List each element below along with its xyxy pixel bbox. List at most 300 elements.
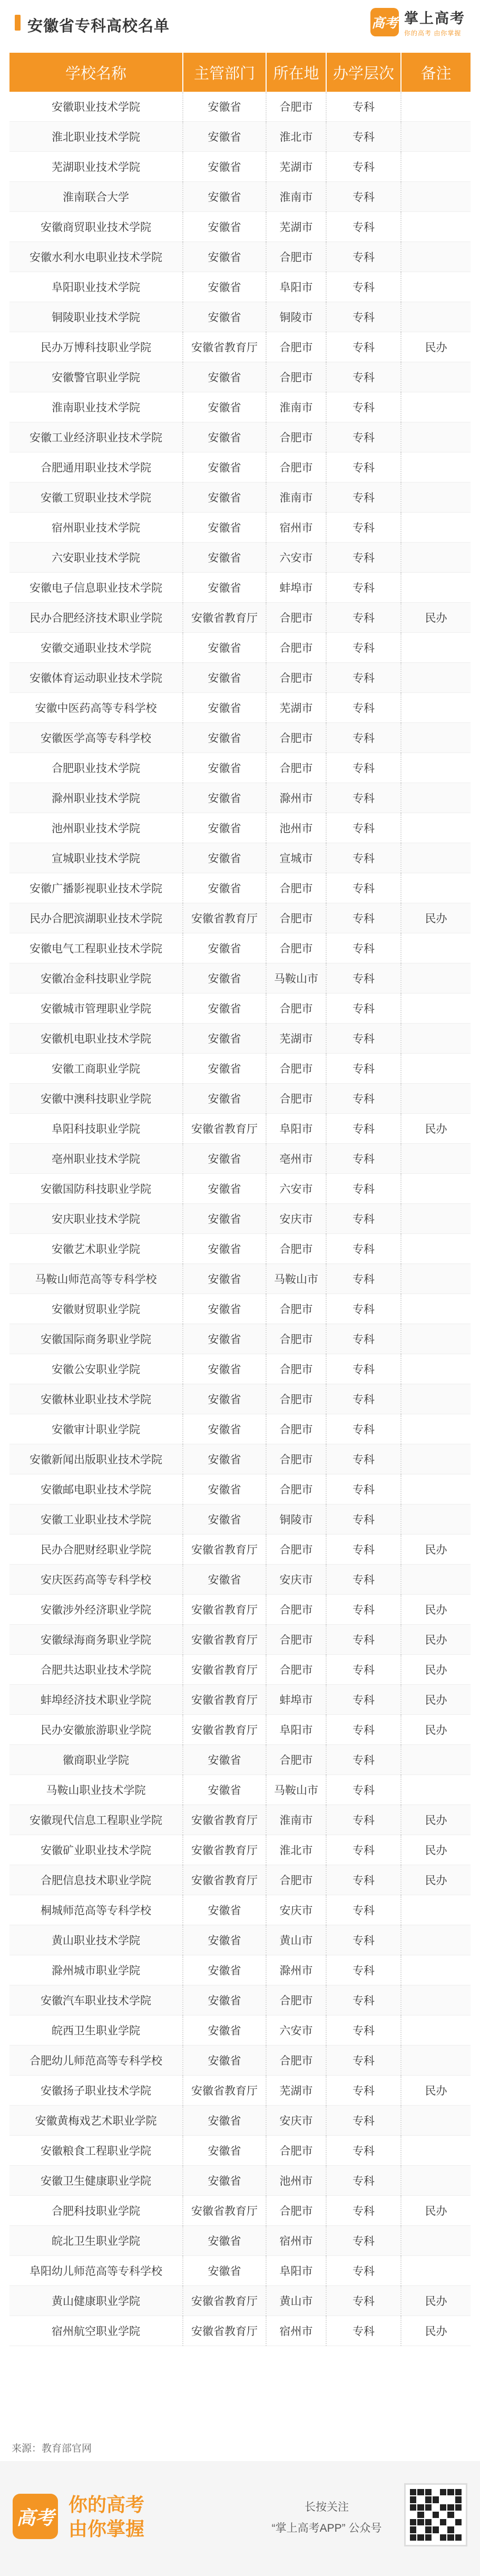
department-cell: 安徽省教育厅 xyxy=(183,1715,266,1745)
table-row xyxy=(9,2076,471,2106)
department-cell: 安徽省教育厅 xyxy=(183,1835,266,1865)
table-body xyxy=(9,92,471,2346)
location-cell: 蚌埠市 xyxy=(266,573,326,603)
level-cell: 专科 xyxy=(326,1414,401,1444)
location-cell: 合肥市 xyxy=(266,1054,326,1084)
level-cell: 专科 xyxy=(326,903,401,933)
level-cell: 专科 xyxy=(326,122,401,152)
table-row xyxy=(9,182,471,212)
table-row xyxy=(9,903,471,933)
remark-cell xyxy=(401,1264,471,1294)
remark-cell xyxy=(401,1925,471,1955)
department-cell: 安徽省 xyxy=(183,2015,266,2046)
table-row xyxy=(9,2136,471,2166)
department-cell: 安徽省 xyxy=(183,1985,266,2015)
title-accent-bar xyxy=(15,15,21,31)
school-name-cell: 民办合肥财经职业学院 xyxy=(9,1535,183,1565)
level-cell: 专科 xyxy=(326,663,401,693)
table-row xyxy=(9,783,471,813)
remark-cell xyxy=(401,813,471,843)
department-cell: 安徽省教育厅 xyxy=(183,603,266,633)
school-name-cell: 合肥科技职业学院 xyxy=(9,2196,183,2226)
department-cell: 安徽省 xyxy=(183,1024,266,1054)
table-row xyxy=(9,302,471,332)
level-cell: 专科 xyxy=(326,693,401,723)
school-name-cell: 安徽黄梅戏艺术职业学院 xyxy=(9,2106,183,2136)
footer-slogan-line2: 由你掌握 xyxy=(68,2518,145,2540)
location-cell: 合肥市 xyxy=(266,362,326,392)
table-row xyxy=(9,1925,471,1955)
remark-cell xyxy=(401,663,471,693)
location-cell: 合肥市 xyxy=(266,1234,326,1264)
level-cell: 专科 xyxy=(326,1805,401,1835)
table-row xyxy=(9,1474,471,1504)
location-cell: 淮南市 xyxy=(266,182,326,212)
school-name-cell: 黄山健康职业学院 xyxy=(9,2286,183,2316)
remark-cell xyxy=(401,242,471,272)
level-cell: 专科 xyxy=(326,723,401,753)
remark-cell: 民办 xyxy=(401,332,471,362)
level-cell: 专科 xyxy=(326,392,401,422)
level-cell: 专科 xyxy=(326,1264,401,1294)
table-row xyxy=(9,332,471,362)
qr-code-icon[interactable] xyxy=(404,2483,467,2546)
table-row xyxy=(9,1775,471,1805)
level-cell: 专科 xyxy=(326,1054,401,1084)
level-cell: 专科 xyxy=(326,1294,401,1324)
table-row xyxy=(9,122,471,152)
remark-cell: 民办 xyxy=(401,1715,471,1745)
department-cell: 安徽省 xyxy=(183,1054,266,1084)
level-cell: 专科 xyxy=(326,1114,401,1144)
level-cell: 专科 xyxy=(326,1835,401,1865)
school-name-cell: 安徽冶金科技职业学院 xyxy=(9,963,183,993)
table-row xyxy=(9,663,471,693)
table-row xyxy=(9,573,471,603)
remark-cell: 民办 xyxy=(401,2196,471,2226)
table-row xyxy=(9,1835,471,1865)
school-name-cell: 皖北卫生职业学院 xyxy=(9,2226,183,2256)
department-cell: 安徽省 xyxy=(183,1294,266,1324)
remark-cell xyxy=(401,1084,471,1114)
table-row xyxy=(9,212,471,242)
school-name-cell: 安徽国防科技职业学院 xyxy=(9,1174,183,1204)
department-cell: 安徽省 xyxy=(183,1775,266,1805)
location-cell: 宿州市 xyxy=(266,2316,326,2346)
remark-cell xyxy=(401,1204,471,1234)
location-cell: 芜湖市 xyxy=(266,152,326,182)
department-cell: 安徽省 xyxy=(183,1444,266,1474)
remark-cell xyxy=(401,272,471,302)
location-cell: 铜陵市 xyxy=(266,302,326,332)
school-name-cell: 马鞍山职业技术学院 xyxy=(9,1775,183,1805)
level-cell: 专科 xyxy=(326,843,401,873)
follow-line2: “掌上高考APP” 公众号 xyxy=(271,2522,382,2534)
school-name-cell: 徽商职业学院 xyxy=(9,1745,183,1775)
remark-cell xyxy=(401,2166,471,2196)
level-cell: 专科 xyxy=(326,1204,401,1234)
school-name-cell: 安徽城市管理职业学院 xyxy=(9,993,183,1024)
location-cell: 合肥市 xyxy=(266,1865,326,1895)
department-cell: 安徽省 xyxy=(183,1414,266,1444)
remark-cell xyxy=(401,1234,471,1264)
department-cell: 安徽省 xyxy=(183,2226,266,2256)
table-row xyxy=(9,1054,471,1084)
table-row xyxy=(9,1535,471,1565)
remark-cell xyxy=(401,152,471,182)
department-cell: 安徽省教育厅 xyxy=(183,2076,266,2106)
school-name-cell: 安徽机电职业技术学院 xyxy=(9,1024,183,1054)
department-cell: 安徽省 xyxy=(183,1264,266,1294)
location-cell: 安庆市 xyxy=(266,2106,326,2136)
location-cell: 合肥市 xyxy=(266,753,326,783)
table-row xyxy=(9,2106,471,2136)
table-row xyxy=(9,753,471,783)
school-name-cell: 安徽中医药高等专科学校 xyxy=(9,693,183,723)
school-name-cell: 安徽新闻出版职业技术学院 xyxy=(9,1444,183,1474)
remark-cell xyxy=(401,1174,471,1204)
location-cell: 合肥市 xyxy=(266,663,326,693)
table-row xyxy=(9,813,471,843)
school-name-cell: 安徽扬子职业技术学院 xyxy=(9,2076,183,2106)
level-cell: 专科 xyxy=(326,1565,401,1595)
level-cell: 专科 xyxy=(326,452,401,483)
remark-cell xyxy=(401,1054,471,1084)
department-cell: 安徽省 xyxy=(183,1174,266,1204)
department-cell: 安徽省 xyxy=(183,543,266,573)
location-cell: 合肥市 xyxy=(266,1625,326,1655)
table-row xyxy=(9,963,471,993)
location-cell: 合肥市 xyxy=(266,1444,326,1474)
level-cell: 专科 xyxy=(326,483,401,513)
school-name-cell: 阜阳职业技术学院 xyxy=(9,272,183,302)
school-name-cell: 安徽工业职业技术学院 xyxy=(9,1504,183,1535)
school-name-cell: 民办万博科技职业学院 xyxy=(9,332,183,362)
column-header-school-name: 学校名称 xyxy=(9,53,183,92)
school-name-cell: 阜阳幼儿师范高等专科学校 xyxy=(9,2256,183,2286)
department-cell: 安徽省 xyxy=(183,1354,266,1384)
location-cell: 马鞍山市 xyxy=(266,1264,326,1294)
remark-cell xyxy=(401,1414,471,1444)
level-cell: 专科 xyxy=(326,1535,401,1565)
level-cell: 专科 xyxy=(326,2046,401,2076)
location-cell: 池州市 xyxy=(266,813,326,843)
table-row xyxy=(9,1805,471,1835)
brand-logo-icon: 高考 xyxy=(370,8,399,36)
remark-cell xyxy=(401,1444,471,1474)
remark-cell: 民办 xyxy=(401,1685,471,1715)
level-cell: 专科 xyxy=(326,633,401,663)
department-cell: 安徽省 xyxy=(183,422,266,452)
location-cell: 阜阳市 xyxy=(266,272,326,302)
remark-cell: 民办 xyxy=(401,1595,471,1625)
school-name-cell: 安徽汽车职业技术学院 xyxy=(9,1985,183,2015)
school-name-cell: 安徽体育运动职业技术学院 xyxy=(9,663,183,693)
brand xyxy=(370,6,465,38)
school-name-cell: 淮北职业技术学院 xyxy=(9,122,183,152)
location-cell: 合肥市 xyxy=(266,1414,326,1444)
school-name-cell: 淮南联合大学 xyxy=(9,182,183,212)
school-name-cell: 淮南职业技术学院 xyxy=(9,392,183,422)
table-row xyxy=(9,1565,471,1595)
level-cell: 专科 xyxy=(326,993,401,1024)
location-cell: 芜湖市 xyxy=(266,2076,326,2106)
location-cell: 合肥市 xyxy=(266,2136,326,2166)
table-row xyxy=(9,1234,471,1264)
location-cell: 淮南市 xyxy=(266,1805,326,1835)
department-cell: 安徽省 xyxy=(183,1504,266,1535)
department-cell: 安徽省 xyxy=(183,1565,266,1595)
table-row xyxy=(9,2015,471,2046)
table-row xyxy=(9,843,471,873)
department-cell: 安徽省 xyxy=(183,633,266,663)
location-cell: 合肥市 xyxy=(266,1384,326,1414)
location-cell: 合肥市 xyxy=(266,422,326,452)
remark-cell xyxy=(401,392,471,422)
table-row xyxy=(9,873,471,903)
department-cell: 安徽省 xyxy=(183,302,266,332)
location-cell: 合肥市 xyxy=(266,2046,326,2076)
table-row xyxy=(9,152,471,182)
school-name-cell: 安徽广播影视职业技术学院 xyxy=(9,873,183,903)
level-cell: 专科 xyxy=(326,2015,401,2046)
remark-cell: 民办 xyxy=(401,603,471,633)
table-row xyxy=(9,1595,471,1625)
school-name-cell: 安徽电气工程职业技术学院 xyxy=(9,933,183,963)
location-cell: 合肥市 xyxy=(266,1294,326,1324)
remark-cell xyxy=(401,1024,471,1054)
table-row xyxy=(9,362,471,392)
level-cell: 专科 xyxy=(326,182,401,212)
table-row xyxy=(9,2226,471,2256)
level-cell: 专科 xyxy=(326,1354,401,1384)
school-name-cell: 皖西卫生职业学院 xyxy=(9,2015,183,2046)
location-cell: 阜阳市 xyxy=(266,1715,326,1745)
remark-cell xyxy=(401,753,471,783)
department-cell: 安徽省教育厅 xyxy=(183,1805,266,1835)
location-cell: 滁州市 xyxy=(266,783,326,813)
level-cell: 专科 xyxy=(326,1444,401,1474)
table-row xyxy=(9,2286,471,2316)
level-cell: 专科 xyxy=(326,1985,401,2015)
department-cell: 安徽省教育厅 xyxy=(183,1535,266,1565)
table-row xyxy=(9,452,471,483)
location-cell: 合肥市 xyxy=(266,933,326,963)
department-cell: 安徽省 xyxy=(183,1144,266,1174)
location-cell: 阜阳市 xyxy=(266,1114,326,1144)
remark-cell xyxy=(401,723,471,753)
remark-cell xyxy=(401,1474,471,1504)
remark-cell: 民办 xyxy=(401,1114,471,1144)
table-row xyxy=(9,1955,471,1985)
table-row xyxy=(9,483,471,513)
department-cell: 安徽省教育厅 xyxy=(183,1685,266,1715)
school-name-cell: 安徽矿业职业技术学院 xyxy=(9,1835,183,1865)
level-cell: 专科 xyxy=(326,1625,401,1655)
department-cell: 安徽省 xyxy=(183,362,266,392)
school-name-cell: 安徽审计职业学院 xyxy=(9,1414,183,1444)
location-cell: 安庆市 xyxy=(266,1204,326,1234)
location-cell: 芜湖市 xyxy=(266,1024,326,1054)
department-cell: 安徽省教育厅 xyxy=(183,332,266,362)
location-cell: 马鞍山市 xyxy=(266,963,326,993)
school-name-cell: 安徽工业经济职业技术学院 xyxy=(9,422,183,452)
location-cell: 马鞍山市 xyxy=(266,1775,326,1805)
table-row xyxy=(9,1294,471,1324)
table-row xyxy=(9,1384,471,1414)
remark-cell xyxy=(401,993,471,1024)
level-cell: 专科 xyxy=(326,1925,401,1955)
remark-cell xyxy=(401,513,471,543)
level-cell: 专科 xyxy=(326,1384,401,1414)
school-name-cell: 安徽警官职业学院 xyxy=(9,362,183,392)
location-cell: 合肥市 xyxy=(266,993,326,1024)
department-cell: 安徽省 xyxy=(183,2166,266,2196)
remark-cell xyxy=(401,2015,471,2046)
level-cell: 专科 xyxy=(326,302,401,332)
department-cell: 安徽省 xyxy=(183,152,266,182)
school-name-cell: 安徽商贸职业技术学院 xyxy=(9,212,183,242)
school-table xyxy=(9,53,471,2346)
department-cell: 安徽省教育厅 xyxy=(183,1655,266,1685)
location-cell: 芜湖市 xyxy=(266,212,326,242)
department-cell: 安徽省 xyxy=(183,1925,266,1955)
school-name-cell: 宿州职业技术学院 xyxy=(9,513,183,543)
department-cell: 安徽省 xyxy=(183,963,266,993)
level-cell: 专科 xyxy=(326,2316,401,2346)
table-row xyxy=(9,1655,471,1685)
table-row xyxy=(9,1504,471,1535)
level-cell: 专科 xyxy=(326,1174,401,1204)
level-cell: 专科 xyxy=(326,362,401,392)
remark-cell xyxy=(401,1144,471,1174)
school-name-cell: 安徽艺术职业学院 xyxy=(9,1234,183,1264)
remark-cell xyxy=(401,212,471,242)
remark-cell xyxy=(401,1294,471,1324)
department-cell: 安徽省教育厅 xyxy=(183,1625,266,1655)
level-cell: 专科 xyxy=(326,2136,401,2166)
school-name-cell: 宣城职业技术学院 xyxy=(9,843,183,873)
department-cell: 安徽省教育厅 xyxy=(183,1114,266,1144)
location-cell: 合肥市 xyxy=(266,723,326,753)
department-cell: 安徽省 xyxy=(183,663,266,693)
remark-cell: 民办 xyxy=(401,2286,471,2316)
level-cell: 专科 xyxy=(326,2286,401,2316)
table-row xyxy=(9,1174,471,1204)
table-row xyxy=(9,392,471,422)
level-cell: 专科 xyxy=(326,873,401,903)
location-cell: 滁州市 xyxy=(266,1955,326,1985)
page-title: 安徽省专科高校名单 xyxy=(27,18,170,35)
remark-cell xyxy=(401,633,471,663)
location-cell: 六安市 xyxy=(266,543,326,573)
level-cell: 专科 xyxy=(326,1715,401,1745)
school-name-cell: 安徽工商职业学院 xyxy=(9,1054,183,1084)
table-row xyxy=(9,993,471,1024)
department-cell: 安徽省 xyxy=(183,1745,266,1775)
follow-line1: 长按关注 xyxy=(305,2501,349,2513)
location-cell: 合肥市 xyxy=(266,1985,326,2015)
location-cell: 合肥市 xyxy=(266,1535,326,1565)
location-cell: 合肥市 xyxy=(266,903,326,933)
level-cell: 专科 xyxy=(326,2226,401,2256)
location-cell: 铜陵市 xyxy=(266,1504,326,1535)
table-row xyxy=(9,272,471,302)
remark-cell xyxy=(401,963,471,993)
school-name-cell: 安徽卫生健康职业学院 xyxy=(9,2166,183,2196)
table-row xyxy=(9,242,471,272)
school-name-cell: 安徽电子信息职业技术学院 xyxy=(9,573,183,603)
location-cell: 安庆市 xyxy=(266,1565,326,1595)
location-cell: 合肥市 xyxy=(266,332,326,362)
table-row xyxy=(9,1985,471,2015)
table-row xyxy=(9,723,471,753)
remark-cell: 民办 xyxy=(401,1865,471,1895)
table-row xyxy=(9,1204,471,1234)
location-cell: 合肥市 xyxy=(266,873,326,903)
level-cell: 专科 xyxy=(326,92,401,122)
table-row xyxy=(9,2256,471,2286)
level-cell: 专科 xyxy=(326,2196,401,2226)
level-cell: 专科 xyxy=(326,332,401,362)
table-row xyxy=(9,2046,471,2076)
remark-cell xyxy=(401,1775,471,1805)
school-name-cell: 池州职业技术学院 xyxy=(9,813,183,843)
school-name-cell: 安徽现代信息工程职业学院 xyxy=(9,1805,183,1835)
table-row xyxy=(9,422,471,452)
location-cell: 合肥市 xyxy=(266,1655,326,1685)
department-cell: 安徽省 xyxy=(183,1234,266,1264)
department-cell: 安徽省 xyxy=(183,1204,266,1234)
remark-cell xyxy=(401,1384,471,1414)
table-row xyxy=(9,1895,471,1925)
department-cell: 安徽省 xyxy=(183,753,266,783)
school-name-cell: 安徽中澳科技职业学院 xyxy=(9,1084,183,1114)
table-row xyxy=(9,693,471,723)
level-cell: 专科 xyxy=(326,272,401,302)
level-cell: 专科 xyxy=(326,513,401,543)
location-cell: 淮南市 xyxy=(266,483,326,513)
footer-follow-text xyxy=(248,2497,406,2539)
location-cell: 合肥市 xyxy=(266,1354,326,1384)
remark-cell xyxy=(401,302,471,332)
table-row xyxy=(9,513,471,543)
school-name-cell: 安徽涉外经济职业学院 xyxy=(9,1595,183,1625)
table-row xyxy=(9,92,471,122)
remark-cell xyxy=(401,422,471,452)
department-cell: 安徽省 xyxy=(183,693,266,723)
school-name-cell: 合肥信息技术职业学院 xyxy=(9,1865,183,1895)
table-row xyxy=(9,1024,471,1054)
level-cell: 专科 xyxy=(326,1595,401,1625)
level-cell: 专科 xyxy=(326,242,401,272)
department-cell: 安徽省 xyxy=(183,1474,266,1504)
school-name-cell: 六安职业技术学院 xyxy=(9,543,183,573)
school-name-cell: 安徽粮食工程职业学院 xyxy=(9,2136,183,2166)
level-cell: 专科 xyxy=(326,1024,401,1054)
table-row xyxy=(9,1444,471,1474)
table-row xyxy=(9,1324,471,1354)
department-cell: 安徽省 xyxy=(183,212,266,242)
department-cell: 安徽省 xyxy=(183,723,266,753)
level-cell: 专科 xyxy=(326,933,401,963)
location-cell: 宿州市 xyxy=(266,513,326,543)
level-cell: 专科 xyxy=(326,1865,401,1895)
remark-cell xyxy=(401,182,471,212)
level-cell: 专科 xyxy=(326,543,401,573)
level-cell: 专科 xyxy=(326,1745,401,1775)
department-cell: 安徽省 xyxy=(183,513,266,543)
